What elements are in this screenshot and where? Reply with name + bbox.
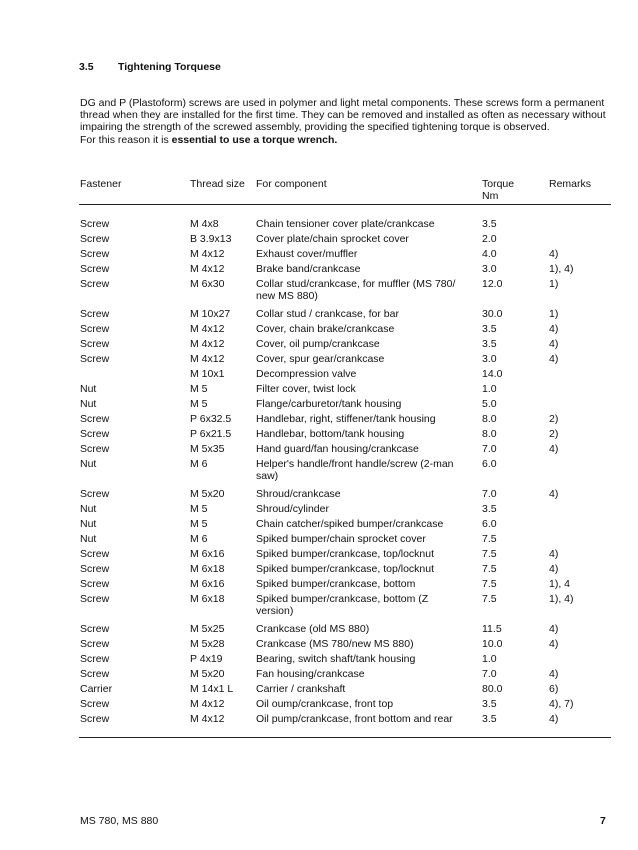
cell-fastener: Screw <box>80 443 110 455</box>
header-component: For component <box>256 178 327 190</box>
cell-component: Bearing, switch shaft/tank housing <box>256 653 416 665</box>
cell-remarks: 4) <box>549 353 559 365</box>
cell-thread-size: M 6x16 <box>190 548 225 560</box>
table-row <box>0 488 638 503</box>
cell-torque: 3.0 <box>482 353 497 365</box>
cell-component: Shroud/cylinder <box>256 503 329 515</box>
cell-remarks: 1), 4 <box>549 578 571 590</box>
cell-fastener: Screw <box>80 653 110 665</box>
table-row <box>0 248 638 263</box>
cell-torque: 3.5 <box>482 338 497 350</box>
intro-reason <box>80 134 610 146</box>
cell-thread-size: M 14x1 L <box>190 683 234 695</box>
cell-fastener: Screw <box>80 338 110 350</box>
intro-paragraph: DG and P (Plastoform) screws are used in polymer and light metal components. These screws form a permanent thread when they are installed for the first time. They can be removed and installed as often as necessary without impairing the strength of the screwed assembly, providing the specified tightening torque is observed. <box>80 97 606 134</box>
cell-fastener: Nut <box>80 503 97 515</box>
cell-torque: 3.5 <box>482 218 497 230</box>
cell-remarks: 4) <box>549 323 559 335</box>
cell-fastener: Screw <box>80 623 110 635</box>
cell-torque: 12.0 <box>482 278 503 290</box>
cell-component: Handlebar, bottom/tank housing <box>256 428 405 440</box>
cell-component: Cover plate/chain sprocket cover <box>256 233 409 245</box>
cell-component: Exhaust cover/muffler <box>256 248 358 260</box>
cell-fastener: Screw <box>80 308 110 320</box>
cell-torque: 7.5 <box>482 548 497 560</box>
cell-thread-size: M 6 <box>190 533 208 545</box>
cell-torque: 10.0 <box>482 638 503 650</box>
cell-component: Decompression valve <box>256 368 357 380</box>
cell-component: Carrier / crankshaft <box>256 683 346 695</box>
cell-thread-size: M 5 <box>190 398 208 410</box>
table-row <box>0 413 638 428</box>
table-row <box>0 638 638 653</box>
cell-thread-size: M 5x35 <box>190 443 225 455</box>
cell-torque: 1.0 <box>482 383 497 395</box>
cell-remarks: 1), 4) <box>549 263 574 275</box>
cell-thread-size: M 4x12 <box>190 353 225 365</box>
cell-component: Spiked bumper/crankcase, top/locknut <box>256 563 435 575</box>
footer-page-number: 7 <box>600 815 606 827</box>
cell-component: Oil pump/crankcase, front bottom and rear <box>256 713 453 725</box>
cell-fastener: Screw <box>80 233 110 245</box>
cell-remarks: 1), 4) <box>549 593 574 605</box>
cell-torque: 3.5 <box>482 503 497 515</box>
table-row <box>0 233 638 248</box>
cell-fastener: Screw <box>80 428 110 440</box>
cell-thread-size: M 4x12 <box>190 338 225 350</box>
table-row <box>0 548 638 563</box>
cell-remarks: 4) <box>549 488 559 500</box>
cell-fastener: Screw <box>80 548 110 560</box>
cell-fastener: Screw <box>80 488 110 500</box>
table-row <box>0 533 638 548</box>
cell-component: Spiked bumper/chain sprocket cover <box>256 533 426 545</box>
cell-component: Filter cover, twist lock <box>256 383 356 395</box>
table-row <box>0 623 638 638</box>
cell-thread-size: P 4x19 <box>190 653 223 665</box>
table-row <box>0 503 638 518</box>
cell-torque: 14.0 <box>482 368 503 380</box>
footer-model: MS 780, MS 880 <box>80 815 159 827</box>
reason-emphasis: essential to use a torque wrench. <box>171 133 338 146</box>
table-row <box>0 518 638 533</box>
cell-fastener: Screw <box>80 593 110 605</box>
cell-fastener: Screw <box>80 578 110 590</box>
cell-thread-size: M 4x12 <box>190 698 225 710</box>
header-remarks: Remarks <box>549 178 592 190</box>
cell-torque: 3.5 <box>482 323 497 335</box>
cell-fastener: Nut <box>80 518 97 530</box>
cell-component: Cover, oil pump/crankcase <box>256 338 380 350</box>
cell-component: Fan housing/crankcase <box>256 668 365 680</box>
cell-torque: 1.0 <box>482 653 497 665</box>
table-row <box>0 398 638 413</box>
cell-thread-size: M 5x25 <box>190 623 225 635</box>
header-fastener: Fastener <box>80 178 122 190</box>
cell-thread-size: M 4x12 <box>190 248 225 260</box>
cell-torque: 7.0 <box>482 488 497 500</box>
table-row <box>0 578 638 593</box>
cell-thread-size: M 10x27 <box>190 308 231 320</box>
cell-torque: 3.5 <box>482 698 497 710</box>
cell-remarks: 4) <box>549 338 559 350</box>
cell-remarks: 4) <box>549 443 559 455</box>
table-row <box>0 668 638 683</box>
intro-text <box>80 97 610 146</box>
cell-remarks: 4), 7) <box>549 698 574 710</box>
cell-thread-size: M 5 <box>190 503 208 515</box>
reason-prefix: For this reason it is <box>80 133 172 146</box>
cell-torque: 30.0 <box>482 308 503 320</box>
cell-component: Chain tensioner cover plate/crankcase <box>256 218 435 230</box>
section-title: Tightening Torquese <box>118 61 221 73</box>
cell-torque: 80.0 <box>482 683 503 695</box>
cell-thread-size: M 10x1 <box>190 368 225 380</box>
table-row <box>0 383 638 398</box>
table-bottom-rule <box>79 737 611 738</box>
cell-thread-size: M 6x16 <box>190 578 225 590</box>
cell-remarks: 2) <box>549 428 559 440</box>
cell-component: Flange/carburetor/tank housing <box>256 398 402 410</box>
cell-thread-size: B 3.9x13 <box>190 233 232 245</box>
table-row <box>0 338 638 353</box>
cell-torque: 7.5 <box>482 578 497 590</box>
cell-fastener: Nut <box>80 533 97 545</box>
cell-component: Spiked bumper/crankcase, bottom <box>256 578 416 590</box>
header-thread-size: Thread size <box>190 178 245 190</box>
cell-torque: 11.5 <box>482 623 502 635</box>
cell-thread-size: M 4x12 <box>190 263 225 275</box>
cell-component: Chain catcher/spiked bumper/crankcase <box>256 518 444 530</box>
cell-thread-size: M 5 <box>190 383 208 395</box>
table-row <box>0 683 638 698</box>
cell-thread-size: M 5x20 <box>190 488 225 500</box>
cell-fastener: Screw <box>80 353 110 365</box>
cell-thread-size: M 5 <box>190 518 208 530</box>
cell-torque: 8.0 <box>482 428 497 440</box>
cell-torque: 6.0 <box>482 458 497 470</box>
cell-fastener: Nut <box>80 398 97 410</box>
cell-remarks: 1) <box>549 308 559 320</box>
cell-remarks: 4) <box>549 248 559 260</box>
cell-torque: 5.0 <box>482 398 497 410</box>
cell-fastener: Screw <box>80 668 110 680</box>
cell-torque: 6.0 <box>482 518 497 530</box>
cell-torque: 7.5 <box>482 563 497 575</box>
cell-component: Collar stud / crankcase, for bar <box>256 308 399 320</box>
table-row <box>0 308 638 323</box>
cell-remarks: 4) <box>549 668 559 680</box>
cell-torque: 7.0 <box>482 668 497 680</box>
cell-fastener: Screw <box>80 263 110 275</box>
cell-fastener: Screw <box>80 638 110 650</box>
header-torque <box>482 178 514 202</box>
torque-table-body <box>0 218 638 728</box>
cell-remarks: 4) <box>549 713 559 725</box>
cell-thread-size: M 6x18 <box>190 593 225 605</box>
table-row <box>0 368 638 383</box>
cell-torque: 3.5 <box>482 713 497 725</box>
cell-fastener: Screw <box>80 563 110 575</box>
cell-remarks: 4) <box>549 548 559 560</box>
table-row <box>0 218 638 233</box>
cell-fastener: Carrier <box>80 683 113 695</box>
table-row <box>0 458 638 488</box>
table-row <box>0 653 638 668</box>
cell-thread-size: M 5x28 <box>190 638 225 650</box>
cell-component: Cover, spur gear/crankcase <box>256 353 385 365</box>
cell-component: Spiked bumper/crankcase, top/locknut <box>256 548 435 560</box>
cell-component: Spiked bumper/crankcase, bottom (Z version) <box>256 593 429 618</box>
cell-component: Shroud/crankcase <box>256 488 341 500</box>
cell-torque: 8.0 <box>482 413 497 425</box>
cell-torque: 7.0 <box>482 443 497 455</box>
cell-remarks: 2) <box>549 413 559 425</box>
header-torque-label: Torque <box>482 178 515 190</box>
cell-fastener: Nut <box>80 383 97 395</box>
table-row <box>0 353 638 368</box>
cell-remarks: 4) <box>549 563 559 575</box>
cell-fastener: Screw <box>80 278 110 290</box>
table-row <box>0 563 638 578</box>
header-torque-unit: Nm <box>482 190 499 203</box>
cell-thread-size: M 5x20 <box>190 668 225 680</box>
cell-torque: 7.5 <box>482 593 497 605</box>
section-heading <box>79 61 221 73</box>
cell-fastener: Screw <box>80 323 110 335</box>
table-top-rule <box>79 204 611 205</box>
table-row <box>0 263 638 278</box>
cell-remarks: 4) <box>549 623 559 635</box>
cell-thread-size: M 6x18 <box>190 563 225 575</box>
cell-thread-size: M 6 <box>190 458 208 470</box>
cell-remarks: 1) <box>549 278 559 290</box>
table-row <box>0 593 638 623</box>
cell-fastener: Nut <box>80 458 97 470</box>
table-row <box>0 713 638 728</box>
cell-torque: 3.0 <box>482 263 497 275</box>
table-row <box>0 278 638 308</box>
table-row <box>0 698 638 713</box>
cell-component: Crankcase (MS 780/new MS 880) <box>256 638 414 650</box>
cell-thread-size: P 6x32.5 <box>190 413 232 425</box>
cell-component: Crankcase (old MS 880) <box>256 623 370 635</box>
cell-torque: 7.5 <box>482 533 497 545</box>
cell-component: Handlebar, right, stiffener/tank housing <box>256 413 436 425</box>
cell-thread-size: P 6x21.5 <box>190 428 232 440</box>
cell-fastener: Screw <box>80 248 110 260</box>
cell-fastener: Screw <box>80 413 110 425</box>
cell-component: Brake band/crankcase <box>256 263 361 275</box>
cell-component: Hand guard/fan housing/crankcase <box>256 443 419 455</box>
table-row <box>0 443 638 458</box>
cell-component: Oil oump/crankcase, front top <box>256 698 394 710</box>
cell-component: Collar stud/crankcase, for muffler (MS 780/ new MS 880) <box>256 278 456 303</box>
cell-thread-size: M 4x12 <box>190 713 225 725</box>
cell-torque: 2.0 <box>482 233 497 245</box>
cell-thread-size: M 4x12 <box>190 323 225 335</box>
cell-fastener: Screw <box>80 713 110 725</box>
cell-remarks: 6) <box>549 683 559 695</box>
cell-remarks: 4) <box>549 638 559 650</box>
table-row <box>0 323 638 338</box>
section-number: 3.5 <box>79 61 94 73</box>
cell-fastener: Screw <box>80 698 110 710</box>
cell-thread-size: M 4x8 <box>190 218 219 230</box>
cell-thread-size: M 6x30 <box>190 278 225 290</box>
cell-component: Cover, chain brake/crankcase <box>256 323 395 335</box>
cell-fastener: Screw <box>80 218 110 230</box>
cell-component: Helper's handle/front handle/screw (2-man saw) <box>256 458 454 483</box>
cell-torque: 4.0 <box>482 248 497 260</box>
table-row <box>0 428 638 443</box>
